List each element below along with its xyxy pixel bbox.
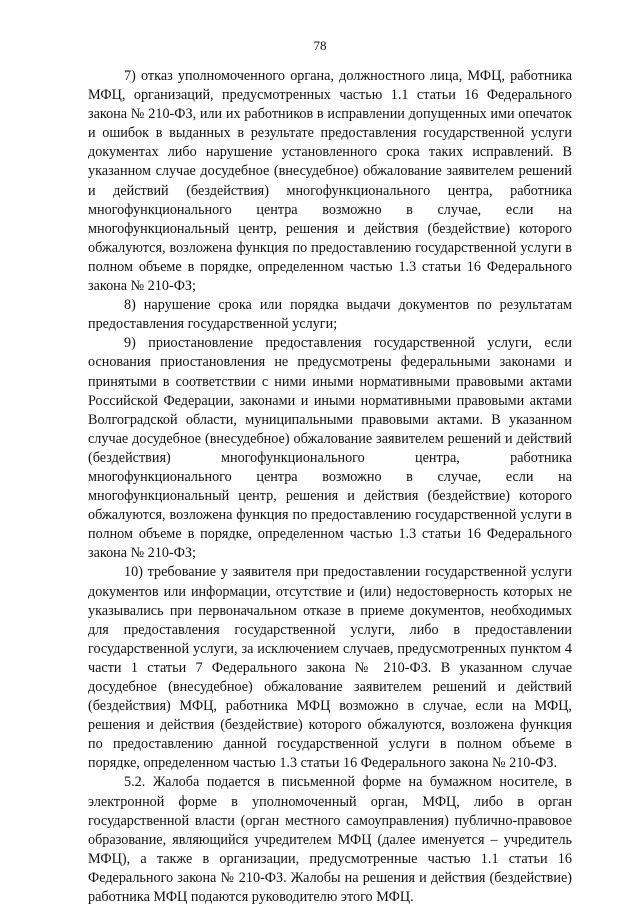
paragraph-item-7: 7) отказ уполномоченного органа, должностного лица, МФЦ, работника МФЦ, организаций, предусмотренных частью 1.1 статьи 16 Федерального закона № 210-ФЗ, или их работников в исправлении допущенных ими опечаток и ошибок в выданных в результате предоставления государственной услуги документах либо нарушение установленного срока таких исправлений. В указанном случае досудебное (внесудебное) обжалование заявителем решений и действий (бездействия) многофункционального центра, работника многофункционального центра возможно в случае, если на многофункциональный центр, решения и действия (бездействие) которого обжалуются, возложена функция по предоставлению государственной услуги в полном объеме в порядке, определенном частью 1.3 статьи 16 Федерального закона № 210-ФЗ; xyxy=(88,68,572,295)
document-body xyxy=(88,67,572,907)
paragraph-item-10: 10) требование у заявителя при предоставлении государственной услуги документов или информации, отсутствие и (или) недостоверность которых не указывались при первоначальном отказе в приеме документов, необходимых для предоставления государственной услуги, либо в предоставлении государственной услуги, за исключением случаев, предусмотренных пунктом 4 части 1 статьи 7 Федерального закона № 210-ФЗ. В указанном случае досудебное (внесудебное) обжалование заявителем решений и действий (бездействия) МФЦ, работника МФЦ возможно в случае, если на МФЦ, решения и действия (бездействие) которого обжалуются, возложена функция по предоставлению данной государственной услуги в полном объеме в порядке, определенном частью 1.3 статьи 16 Федерального закона № 210-ФЗ. xyxy=(88,564,572,772)
page-number: 78 xyxy=(313,38,327,53)
paragraph-item-8: 8) нарушение срока или порядка выдачи документов по результатам предоставления государственной услуги; xyxy=(88,297,572,333)
paragraph-section-5-2: 5.2. Жалоба подается в письменной форме на бумажном носителе, в электронной форме в уполномоченный орган, МФЦ, либо в орган государственной власти (орган местного самоуправления) публично-правовое образование, являющийся учредителем МФЦ (далее именуется – учредитель МФЦ), а также в организации, предусмотренные частью 1.1 статьи 16 Федерального закона № 210-ФЗ. Жалобы на решения и действия (бездействие) работника МФЦ подаются руководителю этого МФЦ. xyxy=(88,774,572,906)
paragraph-item-9: 9) приостановление предоставления государственной услуги, если основания приостановления не предусмотрены федеральными законами и принятыми в соответствии с ними иными нормативными правовыми актами Российской Федерации, законами и иными нормативными правовыми актами Волгоградской области, муниципальными правовыми актами. В указанном случае досудебное (внесудебное) обжалование заявителем решений и действий (бездействия) многофункционального центра, работника многофункционального центра возможно в случае, если на многофункциональный центр, решения и действия (бездействие) которого обжалуются, возложена функция по предоставлению государственной услуги в полном объеме в порядке, определенном частью 1.3 статьи 16 Федерального закона № 210-ФЗ; xyxy=(88,335,572,562)
